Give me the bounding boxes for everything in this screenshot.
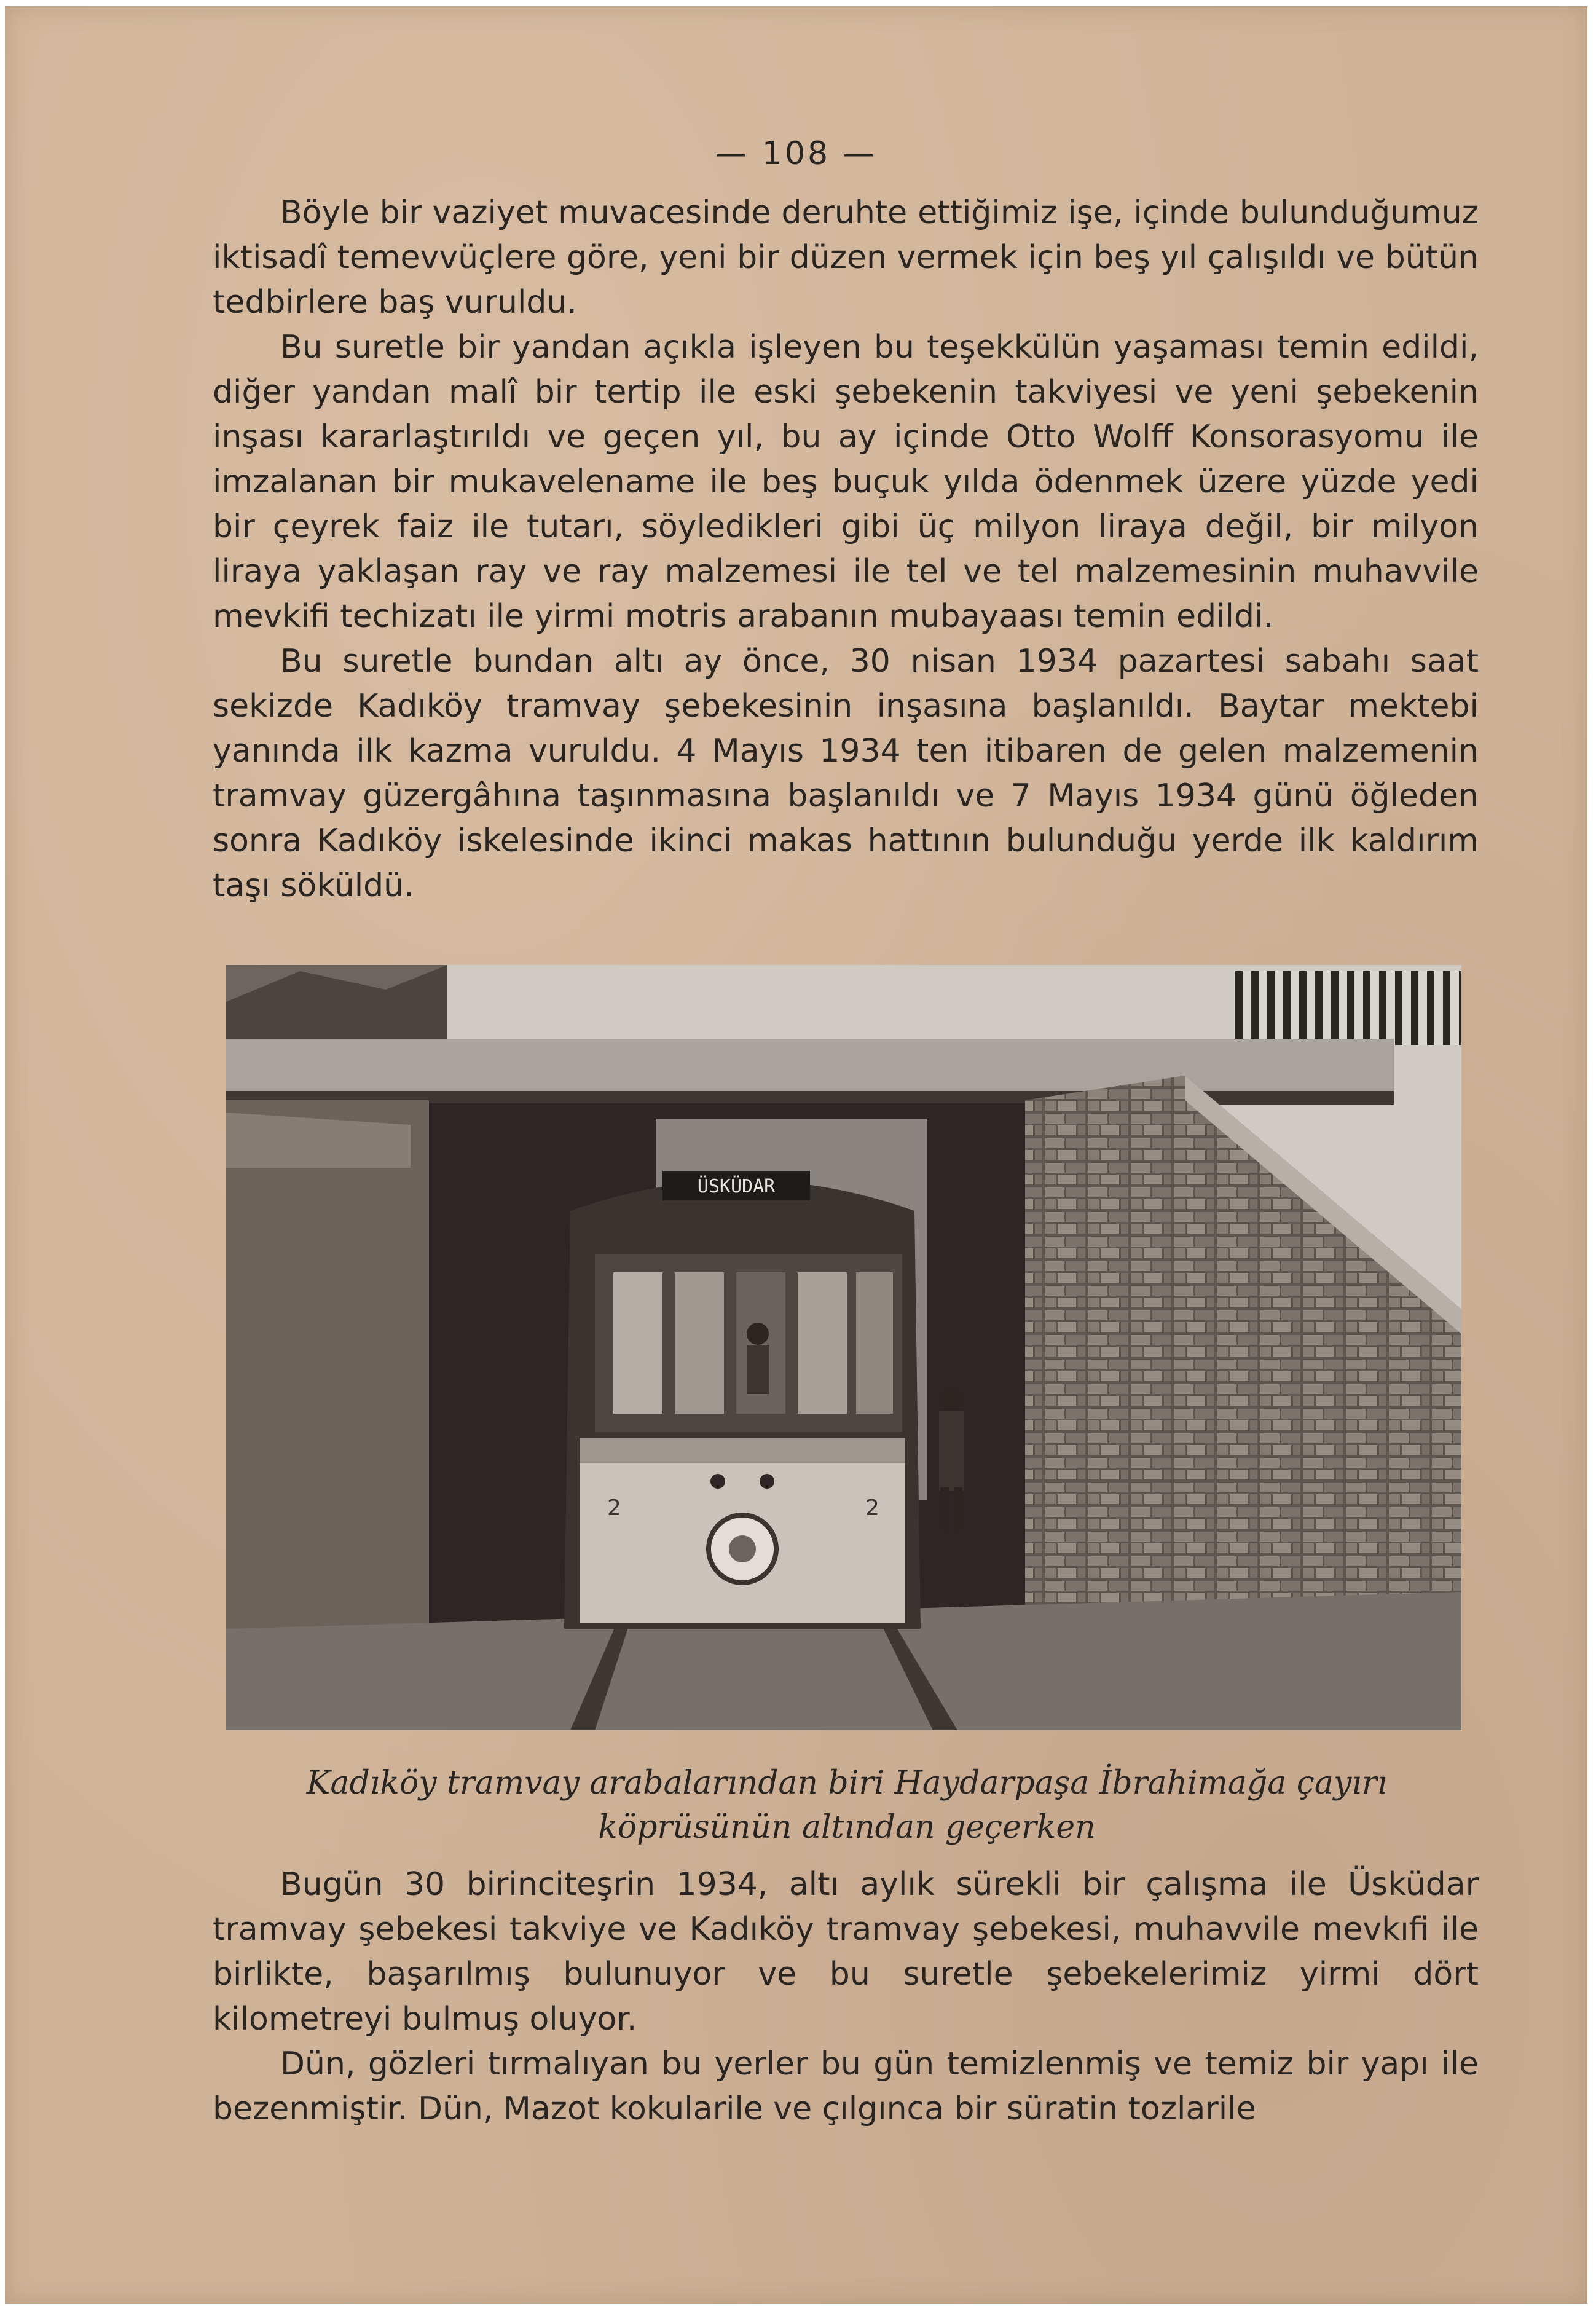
car-number-right: 2 [865,1495,879,1521]
page-number: — 108 — [715,135,878,172]
car-number-left: 2 [607,1495,621,1521]
destination-sign-text: ÜSKÜDAR [697,1176,776,1197]
body-text-top [213,191,1479,908]
photo-caption [214,1761,1480,1849]
caption-line-1: Kadıköy tramvay arabalarından biri Haydarpaşa İbrahimağa çayırı [306,1765,1388,1802]
caption-line-2: köprüsünün altından geçerken [598,1809,1096,1846]
body-text-bottom [213,1862,1479,2132]
tram-under-bridge-image [226,965,1461,1730]
tram-photo [226,965,1461,1730]
paragraph: Böyle bir vaziyet muvacesinde deruhte ettiğimiz işe, içinde bulunduğumuz iktisadî temevvüçlere göre, yeni bir düzen vermek için beş yıl çalışıldı ve bütün tedbirlere baş vuruldu. [213,194,1479,321]
paragraph: Bu suretle bir yandan açıkla işleyen bu teşekkülün yaşaması temin edildi, diğer yandan malî bir tertip ile eski şebekenin takviyesi ve yeni şebekenin inşası kararlaştırıldı ve geçen yıl, bu ay içinde Otto Wolff Konsorasyomu ile imzalanan bir mukavelename ile beş buçuk yılda ödenmek üzere yüzde yedi bir çeyrek faiz ile tutarı, söyledikleri gibi üç milyon liraya değil, bir milyon liraya yaklaşan ray ve ray malzemesi ile tel ve tel malzemesinin muhavvile mevkifi techizatı ile yirmi motris arabanın mubayaası temin edildi. [213,329,1479,635]
paragraph: Bu suretle bundan altı ay önce, 30 nisan 1934 pazartesi sabahı saat sekizde Kadıköy tramvay şebekesinin inşasına başlanıldı. Baytar mektebi yanında ilk kazma vuruldu. 4 Mayıs 1934 ten itibaren de gelen malzemenin tramvay güzergâhına taşınmasına başlanıldı ve 7 Mayıs 1934 günü öğleden sonra Kadıköy iskelesinde ikinci makas hattının bulunduğu yerde ilk kaldırım taşı söküldü. [213,643,1479,904]
paragraph: Dün, gözleri tırmalıyan bu yerler bu gün temizlenmiş ve temiz bir yapı ile bezenmiştir. Dün, Mazot kokularile ve çılgınca bir süratin tozlarile [213,2046,1479,2127]
paragraph: Bugün 30 birinciteşrin 1934, altı aylık sürekli bir çalışma ile Üsküdar tramvay şebekesi takviye ve Kadıköy tramvay şebekesi, muhavvile mevkıfi ile birlikte, başarılmış bulunuyor ve bu suretle şebekelerimiz yirmi dört kilometreyi bulmuş oluyor. [213,1866,1479,2038]
page-sheet [5,6,1587,2304]
